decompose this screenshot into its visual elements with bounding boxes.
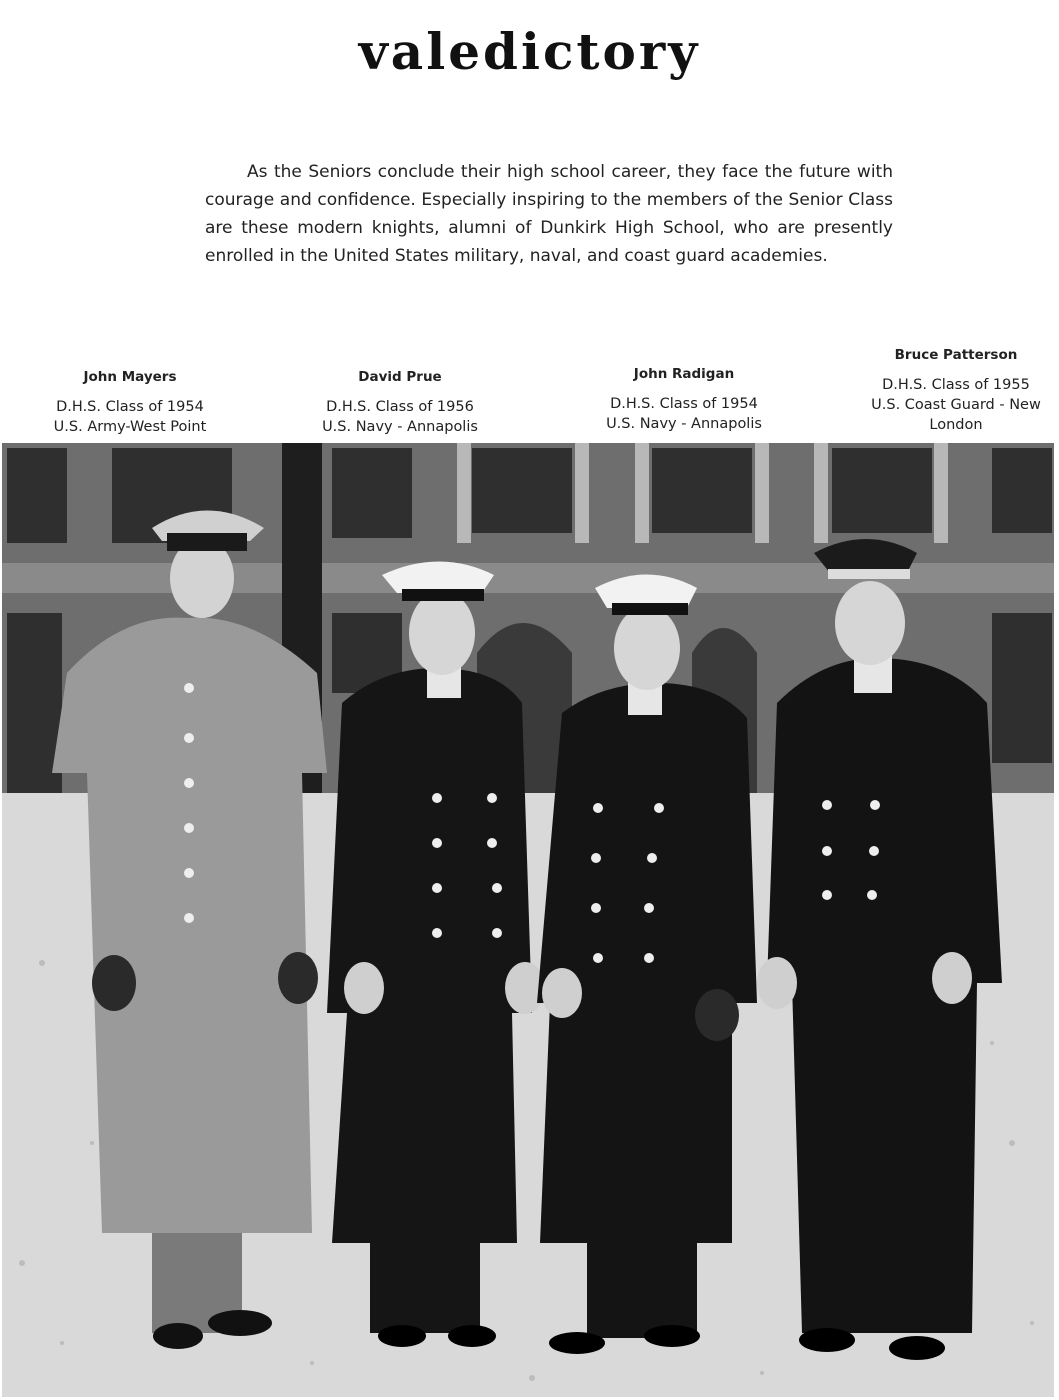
person-name: John Radigan bbox=[633, 366, 735, 382]
intro-text: As the Seniors conclude their high school career, they face the future with courage and confidence. Especially inspiring to the members of the Senior Class are these modern knights, alumni of Dunkirk High School, who are presently enrolled in the United States military, naval, and coast guard academies. bbox=[205, 162, 893, 266]
person-name: David Prue bbox=[358, 369, 442, 385]
intro-paragraph bbox=[205, 158, 893, 270]
person-academy: U.S. Army-West Point bbox=[53, 419, 207, 435]
person-class: D.H.S. Class of 1954 bbox=[610, 396, 758, 412]
person-academy: U.S. Navy - Annapolis bbox=[606, 416, 762, 432]
person-name: Bruce Patterson bbox=[894, 347, 1018, 363]
person-academy: U.S. Coast Guard - New London bbox=[871, 397, 1041, 433]
caption-john-radigan bbox=[584, 364, 784, 434]
group-photo bbox=[2, 443, 1054, 1397]
photo-illustration bbox=[2, 443, 1054, 1397]
person-class: D.H.S. Class of 1955 bbox=[882, 377, 1030, 393]
caption-bruce-patterson bbox=[860, 345, 1052, 435]
caption-john-mayers bbox=[30, 367, 230, 437]
person-class: D.H.S. Class of 1956 bbox=[326, 399, 474, 415]
person-name: John Mayers bbox=[83, 369, 177, 385]
page-title: valedictory bbox=[358, 22, 701, 81]
person-class: D.H.S. Class of 1954 bbox=[56, 399, 204, 415]
caption-david-prue bbox=[300, 367, 500, 437]
person-academy: U.S. Navy - Annapolis bbox=[322, 419, 478, 435]
